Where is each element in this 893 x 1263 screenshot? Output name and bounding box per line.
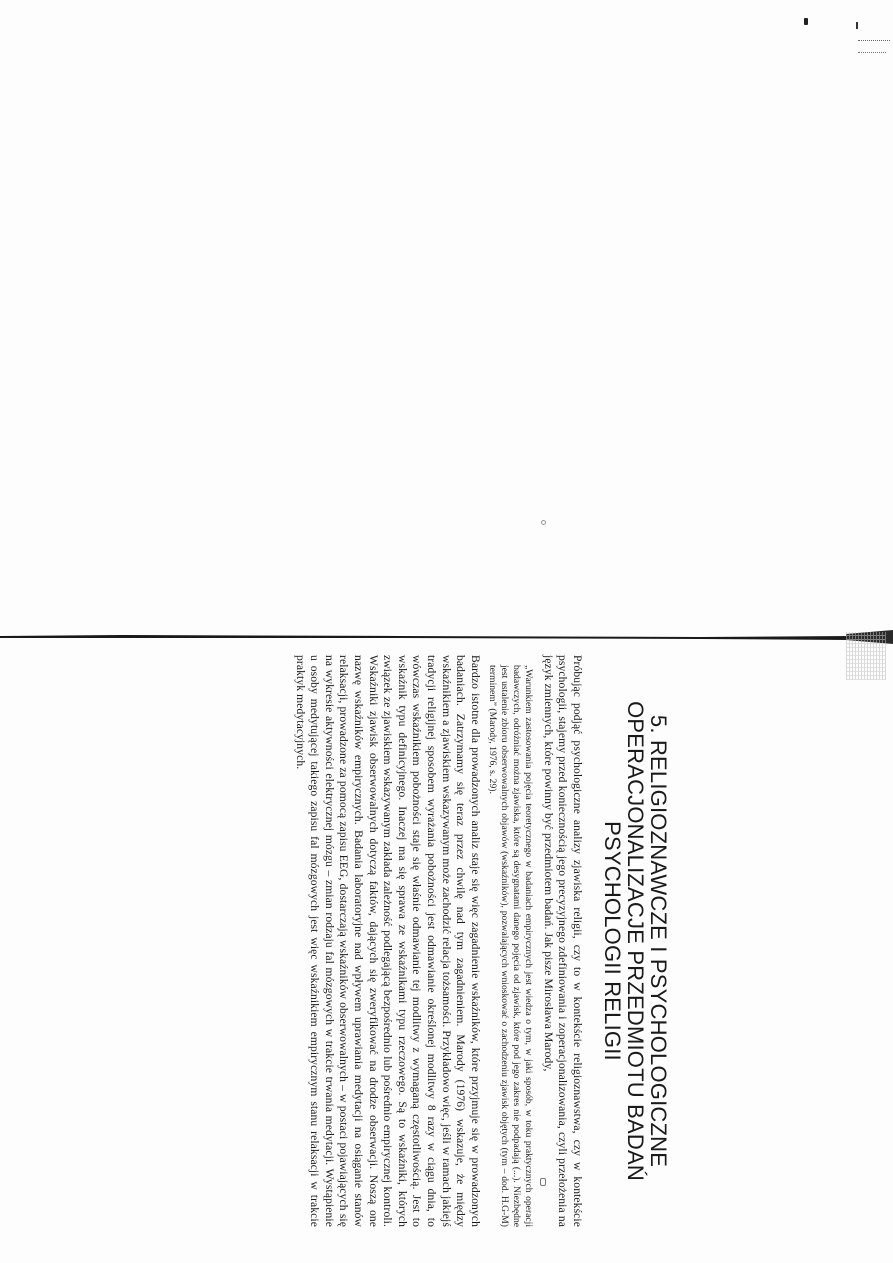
scan-dotted-line bbox=[858, 52, 886, 54]
body-paragraph: Bardzo istotne dla prowadzonych analiz staje się więc zagadnienie wskaźników, które przyjmuje się w prowadzonych badaniach. Zatrzymamy się teraz przez chwilę nad tym zagadnieniem. Marody (1976) wskazuje, że między wskaźnikiem a zjawiskiem wskazywanym może zachodzić relacja tożsamości. Przykładowo więc, jeśli w ramach jakiejś tradycji religijnej sposobem wyrażania pobożności jest odmawianie określonej modlitwy 8 razy w ciągu dnia, to wówczas wskaźnikiem pobożności staje się właśnie odmawianie tej modlitwy z wymaganą częstotliwością. Jest to wskaźnik typu definicyjnego. Inaczej ma się sprawa ze wskaźnikami typu rzeczowego. Są to wskaźniki, których związek ze zjawiskiem wskazywanym zakłada zależność podlegającą bezpośrednio lub pośrednio empirycznej kontroli. Wskaźniki zjawisk obserwowalnych dotyczą faktów, dających się zweryfikować na drodze obserwacji. Noszą one nazwę wskaźników empirycznych. Badania laboratoryjne nad wpływem uprawiania medytacji na osiąganie stanów relaksacji, prowadzone za pomocą zapisu EEG, dostarczają wskaźników obserwowalnych – w postaci pojawiających się na wykresie aktywności elektrycznej mózgu – zmian rodzaju fal mózgowych w trakcie trwania medytacji. Wystąpienie u osoby medytującej takiego zapisu fal mózgowych jest więc wskaźnikiem empirycznym stanu relaksacji w trakcie praktyk medytacyjnych. bbox=[293, 655, 482, 1227]
intro-paragraph: Próbując podjąć psychologiczne analizy zjawiska religii, czy to w kontekście religioznawstwa, czy w kontekście psychologii, stajemy przed koniecznością jego precyzyjnego zdefiniowania i zoperacjonalizowania, czyli przełożenia na język zmiennych, które powinny być przedmiotem badań. Jak pisze Mirosława Marody, bbox=[541, 655, 584, 1227]
scan-dotted-line bbox=[858, 40, 890, 42]
block-quote: „Warunkiem zastosowania pojęcia teoretycznego w badaniach empirycznych jest wiedza o tym, w jaki sposób, w toku praktycznych operacji badawczych, odróżniać można zjawiska, które są desygnatami danego pojęcia od zjawisk, które pod jego zakres nie podpadają (...). Niezbędne jest ustalenie zbioru obserwowalnych objawów (wskaźników), pozwalających wnioskować o zachodzeniu zjawisk objętych (tym – dod. H.G-M) terminem” (Marody, 1976, s. 29). bbox=[486, 665, 535, 1227]
chapter-title bbox=[601, 655, 670, 1227]
scan-speck bbox=[856, 22, 858, 29]
chapter-title-line: PSYCHOLOGII RELIGII bbox=[600, 821, 625, 1061]
rotated-text-block bbox=[90, 655, 670, 1227]
chapter-title-line: 5. RELIGIOZNAWCZE I PSYCHOLOGICZNE bbox=[646, 714, 671, 1168]
scan-speck bbox=[541, 520, 546, 525]
chapter-title-line: OPERACJONALIZACJE PRZEDMIOTU BADAŃ bbox=[623, 701, 648, 1181]
scan-speck bbox=[804, 18, 808, 25]
binding-rule bbox=[0, 630, 893, 644]
binding-shadow bbox=[846, 632, 886, 680]
